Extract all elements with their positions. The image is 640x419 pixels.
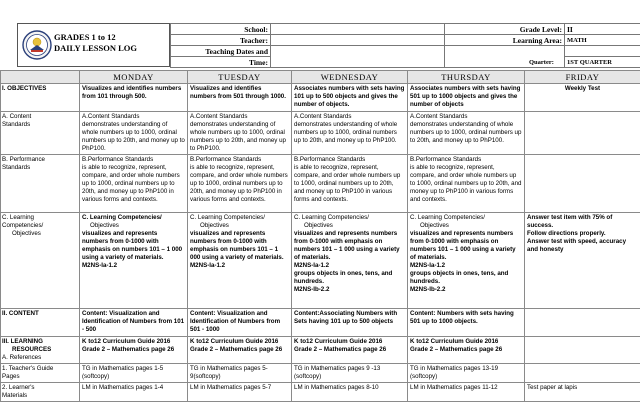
content-fri xyxy=(525,309,640,337)
school-value[interactable] xyxy=(271,24,445,35)
res-thu-2: Grade 2 – Mathematics page 26 xyxy=(410,346,503,353)
performance-standards-label xyxy=(1,155,80,213)
comp-title-wed: C. Learning Competencies/ xyxy=(294,214,369,221)
comp-code2-thu: M2NS-Ib-2.2 xyxy=(410,286,446,293)
day-thursday: THURSDAY xyxy=(408,71,525,84)
teachers-guide-row xyxy=(1,364,640,383)
daily-lesson-log-title: DAILY LESSON LOG xyxy=(54,43,137,53)
ps-title-thu: B.Performance Standards xyxy=(410,156,482,163)
comp-fri-1: Answer test item with 75% of success. xyxy=(527,214,613,229)
teacher-label: Teacher: xyxy=(171,35,271,46)
comp-fri-3: Answer test with speed, accuracy and honesty xyxy=(527,238,627,253)
competencies-label xyxy=(1,213,80,309)
teaching-dates-label: Teaching Dates and xyxy=(171,46,271,57)
resources-mon xyxy=(80,337,188,364)
lm-fri: Test paper at lapis xyxy=(525,383,640,402)
lm-tue: LM in Mathematics pages 5-7 xyxy=(188,383,292,402)
resources-row xyxy=(1,337,640,364)
resources-label xyxy=(1,337,80,364)
day-tuesday: TUESDAY xyxy=(188,71,292,84)
learning-area-label: Learning Area: xyxy=(445,35,565,46)
lm-wed: LM in Mathematics pages 8-10 xyxy=(292,383,408,402)
resources-fri xyxy=(525,337,640,364)
res-wed-2: Grade 2 – Mathematics page 26 xyxy=(294,346,387,353)
res-wed-1: K to12 Curriculum Guide 2016 xyxy=(294,338,383,345)
learners-row xyxy=(1,383,640,402)
cs-title-mon: A.Content Standards xyxy=(82,113,140,120)
document-header xyxy=(17,23,640,67)
comp-code-tue: M2NS-Ia-1.2 xyxy=(190,262,226,269)
comp-sub-mon: Objectives xyxy=(90,222,119,229)
comp-sub-tue: Objectives xyxy=(200,222,229,229)
comp-title-tue: C. Learning Competencies/ xyxy=(190,214,265,221)
performance-standards-label-1: B. Performance xyxy=(2,156,45,163)
grade-level-value[interactable]: II xyxy=(565,24,640,35)
lm-mon: LM in Mathematics pages 1-4 xyxy=(80,383,188,402)
learners-label xyxy=(1,383,80,402)
tg-tue: TG in Mathematics pages 5-9(softcopy) xyxy=(188,364,292,383)
content-standards-label-2: Standards xyxy=(2,121,31,128)
logo-block xyxy=(17,23,170,67)
performance-standards-row xyxy=(1,155,640,213)
time-label: Time: xyxy=(171,57,271,68)
comp-extra-thu: groups objects in ones, tens, and hundreds. xyxy=(410,270,509,285)
cs-text-wed: demonstrates understanding of whole numbers up to 1000, ordinal numbers up to 20th, and money up to PhP100. xyxy=(294,121,398,144)
performance-standards-fri xyxy=(525,155,640,213)
competencies-label-1: C. Learning xyxy=(2,214,34,221)
content-standards-row xyxy=(1,112,640,155)
res-tue-2: Grade 2 – Mathematics page 26 xyxy=(190,346,283,353)
days-header-row xyxy=(1,71,640,84)
tg-mon: TG in Mathematics pages 1-5 (softcopy) xyxy=(80,364,188,383)
competencies-row xyxy=(1,213,640,309)
content-standards-mon xyxy=(80,112,188,155)
lesson-log-table xyxy=(0,70,640,402)
learning-area-value[interactable]: MATH xyxy=(565,35,640,46)
tg-wed: TG in Mathematics pages 9 -13 (softcopy) xyxy=(292,364,408,383)
content-thu: Content: Numbers with sets having 501 up to 1000 objects. xyxy=(408,309,525,337)
comp-code-thu: M2NS-Ia-1.2 xyxy=(410,262,446,269)
comp-code-mon: M2NS-Ia-1.2 xyxy=(82,262,118,269)
resources-tue xyxy=(188,337,292,364)
performance-standards-tue xyxy=(188,155,292,213)
header-spacer-right xyxy=(565,46,640,57)
performance-standards-thu xyxy=(408,155,525,213)
performance-standards-mon xyxy=(80,155,188,213)
competencies-mon xyxy=(80,213,188,309)
ps-text-tue: is able to recognize, represent, compare, and order whole numbers up to 1000, ordinal numbers up to 20th, and money up to PhP100 in various forms and contexts. xyxy=(190,164,288,203)
day-friday: FRIDAY xyxy=(525,71,640,84)
objectives-wed: Associates numbers with sets having 101 up to 500 objects and gives the number of objects. xyxy=(292,84,408,112)
competencies-label-2: Competencies/ xyxy=(2,222,44,229)
content-row xyxy=(1,309,640,337)
comp-sub-thu: Objectives xyxy=(420,222,449,229)
tg-fri xyxy=(525,364,640,383)
cs-text-mon: demonstrates understanding of whole numbers up to 1000, ordinal numbers up to 20th, and money up to PhP100. xyxy=(82,121,185,152)
competencies-label-3: Objectives xyxy=(12,230,41,237)
content-mon: Content: Visualization and Identification of Numbers from 101 - 500 xyxy=(80,309,188,337)
ps-text-mon: is able to recognize, represent, compare, and order whole numbers up to 1000, ordinal numbers up to 20th, and money up to PhP100 in various forms and contexts. xyxy=(82,164,180,203)
objectives-row xyxy=(1,84,640,112)
lm-label-2: Materials xyxy=(2,392,28,399)
corner-cell xyxy=(1,71,80,84)
objectives-label: I. OBJECTIVES xyxy=(1,84,80,112)
res-mon-1: K to12 Curriculum Guide 2016 xyxy=(82,338,171,345)
lm-thu: LM in Mathematics pages 11-12 xyxy=(408,383,525,402)
lm-label-1: 2. Learner's xyxy=(2,384,35,391)
cs-text-tue: demonstrates understanding of whole numbers up to 1000, ordinal numbers up to 20th, and money up to PhP100. xyxy=(190,121,286,152)
ps-title-wed: B.Performance Standards xyxy=(294,156,366,163)
ps-text-wed: is able to recognize, represent, compare, and order whole numbers up to 1000, ordinal numbers up to 20th, and money up to PhP100 in various forms and contexts. xyxy=(294,164,401,203)
tg-label-1: 1. Teacher's Guide xyxy=(2,365,54,372)
res-thu-1: K to12 Curriculum Guide 2016 xyxy=(410,338,499,345)
day-monday: MONDAY xyxy=(80,71,188,84)
comp-sub-wed: Objectives xyxy=(304,222,333,229)
resources-label-3: A. References xyxy=(2,354,42,361)
teachers-guide-label xyxy=(1,364,80,383)
cs-text-thu: demonstrates understanding of whole numbers up to 1000, ordinal numbers up to 20th, and money up to PhP100. xyxy=(410,121,522,144)
resources-thu xyxy=(408,337,525,364)
res-tue-1: K to12 Curriculum Guide 2016 xyxy=(190,338,279,345)
comp-text-tue: visualizes and represents numbers from 0-1000 with emphasis on numbers 101 – 1 000 using a variety of materials. xyxy=(190,230,284,261)
performance-standards-wed xyxy=(292,155,408,213)
teaching-dates-value[interactable] xyxy=(271,46,445,68)
grades-title: GRADES 1 to 12 xyxy=(54,32,116,42)
comp-code-wed: M2NS-Ia-1.2 xyxy=(294,262,330,269)
content-wed: Content:Associating Numbers with Sets having 101 up to 500 objects xyxy=(292,309,408,337)
content-standards-label-1: A. Content xyxy=(2,113,32,120)
competencies-wed xyxy=(292,213,408,309)
day-wednesday: WEDNESDAY xyxy=(292,71,408,84)
quarter-text: 1ST QUARTER xyxy=(567,58,612,66)
performance-standards-label-2: Standards xyxy=(2,164,31,171)
ps-title-mon: B.Performance Standards xyxy=(82,156,154,163)
content-standards-thu xyxy=(408,112,525,155)
res-mon-2: Grade 2 – Mathematics page 26 xyxy=(82,346,175,353)
content-label: II. CONTENT xyxy=(1,309,80,337)
content-standards-label xyxy=(1,112,80,155)
cs-title-thu: A.Content Standards xyxy=(410,113,468,120)
comp-fri-2: Follow directions properly. xyxy=(527,230,606,237)
comp-text-thu: visualizes and represents numbers from 0-1000 with emphasis on numbers 101 – 1 000 using a variety of materials. xyxy=(410,230,516,261)
school-label: School: xyxy=(171,24,271,35)
objectives-tue: Visualizes and identifies numbers from 501 through 1000. xyxy=(188,84,292,112)
comp-title-mon: C. Learning Competencies/ xyxy=(82,214,162,221)
comp-text-wed: visualizes and represents numbers from 0-1000 with emphasis on numbers 101 – 1 000 using a variety of materials. xyxy=(294,230,400,261)
deped-seal-icon xyxy=(22,30,52,60)
objectives-thu: Associates numbers with sets having 501 up to 1000 objects and gives the number of objects xyxy=(408,84,525,112)
resources-label-1: III. LEARNING xyxy=(2,338,43,345)
quarter-value[interactable]: Quarter: 1ST QUARTER xyxy=(565,57,640,68)
content-tue: Content: Visualization and Identification of Numbers from 501 - 1000 xyxy=(188,309,292,337)
tg-label-2: Pages xyxy=(2,373,20,380)
competencies-thu xyxy=(408,213,525,309)
competencies-tue xyxy=(188,213,292,309)
objectives-fri: Weekly Test xyxy=(525,84,640,112)
content-standards-tue xyxy=(188,112,292,155)
content-standards-wed xyxy=(292,112,408,155)
resources-label-2: RESOURCES xyxy=(12,346,52,353)
competencies-fri xyxy=(525,213,640,309)
comp-extra-wed: groups objects in ones, tens, and hundreds. xyxy=(294,270,393,285)
comp-title-thu: C. Learning Competencies/ xyxy=(410,214,485,221)
resources-wed xyxy=(292,337,408,364)
grade-level-label: Grade Level: xyxy=(445,24,565,35)
cs-title-tue: A.Content Standards xyxy=(190,113,248,120)
comp-code2-wed: M2NS-Ib-2.2 xyxy=(294,286,330,293)
ps-text-thu: is able to recognize, represent, compare, and order whole numbers up to 1000, ordinal numbers up to 20th, and money up to PhP100 in various forms and contexts. xyxy=(410,164,522,203)
objectives-mon: Visualizes and identifies numbers from 101 through 500. xyxy=(80,84,188,112)
header-info-grid xyxy=(170,23,640,68)
teacher-value[interactable] xyxy=(271,35,445,46)
ps-title-tue: B.Performance Standards xyxy=(190,156,262,163)
tg-thu: TG in Mathematics pages 13-19 (softcopy) xyxy=(408,364,525,383)
cs-title-wed: A.Content Standards xyxy=(294,113,352,120)
content-standards-fri xyxy=(525,112,640,155)
comp-text-mon: visualizes and represents numbers from 0-1000 with emphasis on numbers 101 – 1 000 using a variety of materials. xyxy=(82,230,183,261)
